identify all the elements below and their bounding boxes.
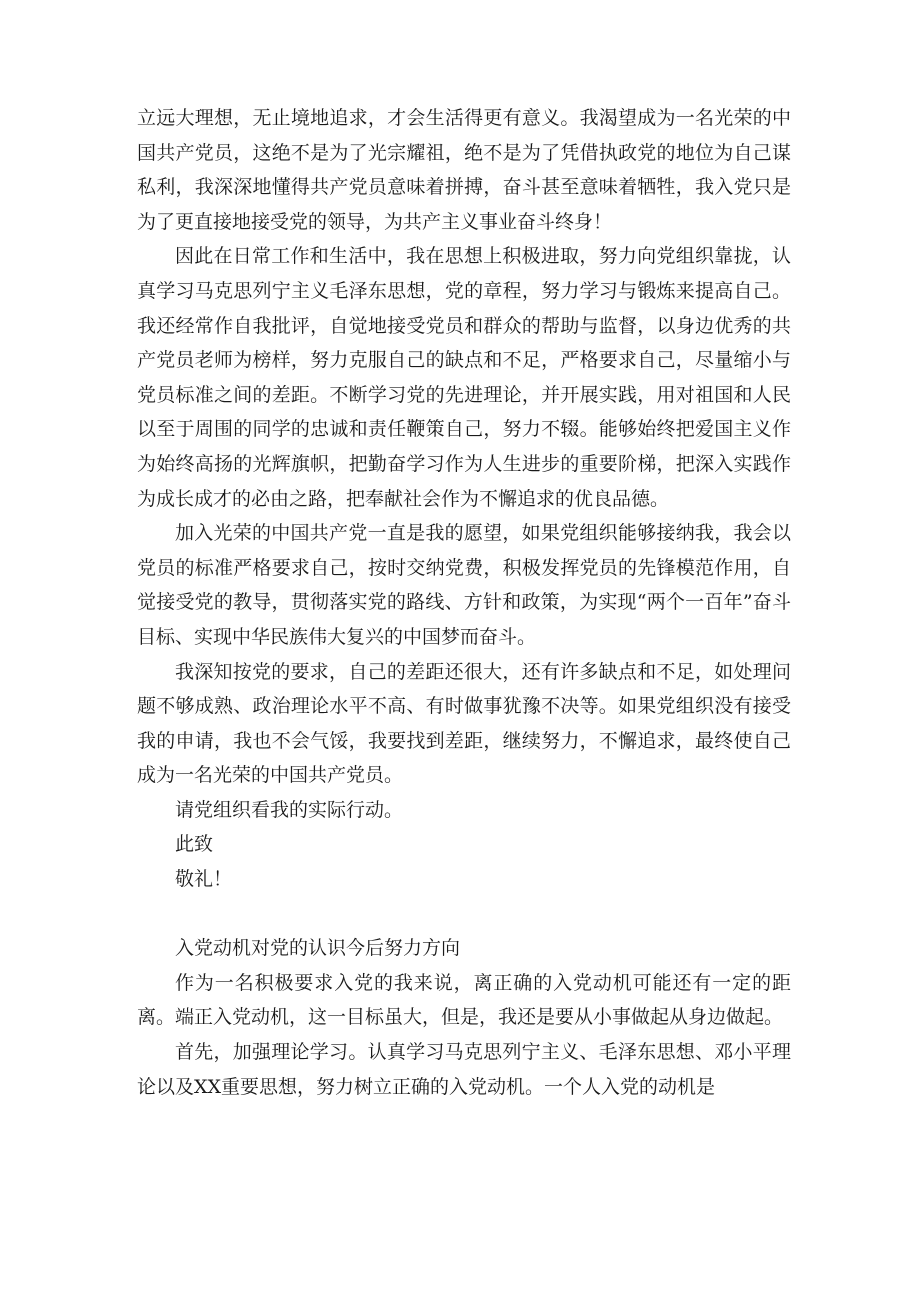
paragraph: 我深知按党的要求，自己的差距还很大，还有许多缺点和不足，如处理问题不够成熟、政治理论水平不高、有时做事犹豫不决等。如果党组织没有接受我的申请，我也不会气馁，我要找到差距，继续努力，不懈追求，最终使自己成为一名光荣的中国共产党员。 (137, 660, 791, 787)
section-title: 入党动机对党的认识今后努力方向 (175, 937, 461, 960)
paragraph: 因此在日常工作和生活中，我在思想上积极进取，努力向党组织靠拢，认真学习马克思列宁主义毛泽东思想，党的章程，努力学习与锻炼来提高自己。我还经常作自我批评，自觉地接受党员和群众的帮助与监督，以身边优秀的共产党员老师为榜样，努力克服自己的缺点和不足，严格要求自己，尽量缩小与党员标准之间的差距。不断学习党的先进理论，并开展实践，用对祖国和人民以至于周围的同学的忠诚和责任鞭策自己，努力不辍。能够始终把爱国主义作为始终高扬的光辉旗帜，把勤奋学习作为人生进步的重要阶梯，把深入实践作为成长成才的必由之路，把奉献社会作为不懈追求的优良品德。 (137, 245, 791, 510)
document-body (137, 101, 791, 1104)
paragraph: 首先，加强理论学习。认真学习马克思列宁主义、毛泽东思想、邓小平理论以及XX重要思想，努力树立正确的入党动机。一个人入党的动机是 (137, 1041, 791, 1098)
paragraph: 立远大理想，无止境地追求，才会生活得更有意义。我渴望成为一名光荣的中国共产党员，这绝不是为了光宗耀祖，绝不是为了凭借执政党的地位为自己谋私利，我深深地懂得共产党员意味着拼搏，奋斗甚至意味着牺牲，我入党只是为了更直接地接受党的领导，为共产主义事业奋斗终身！ (137, 107, 791, 233)
paragraph: 加入光荣的中国共产党一直是我的愿望，如果党组织能够接纳我，我会以党员的标准严格要求自己，按时交纳党费，积极发挥党员的先锋模范作用，自觉接受党的教导，贯彻落实党的路线、方针和政策，为实现“两个一百年”奋斗目标、实现中华民族伟大复兴的中国梦而奋斗。 (137, 522, 791, 648)
salutation-line: 此致 (175, 833, 214, 856)
blank-line (137, 897, 791, 932)
paragraph: 请党组织看我的实际行动。 (175, 798, 404, 821)
paragraph: 作为一名积极要求入党的我来说，离正确的入党动机可能还有一定的距离。端正入党动机，这一目标虽大，但是，我还是要从小事做起从身边做起。 (137, 971, 791, 1029)
salutation-line: 敬礼！ (175, 868, 233, 891)
